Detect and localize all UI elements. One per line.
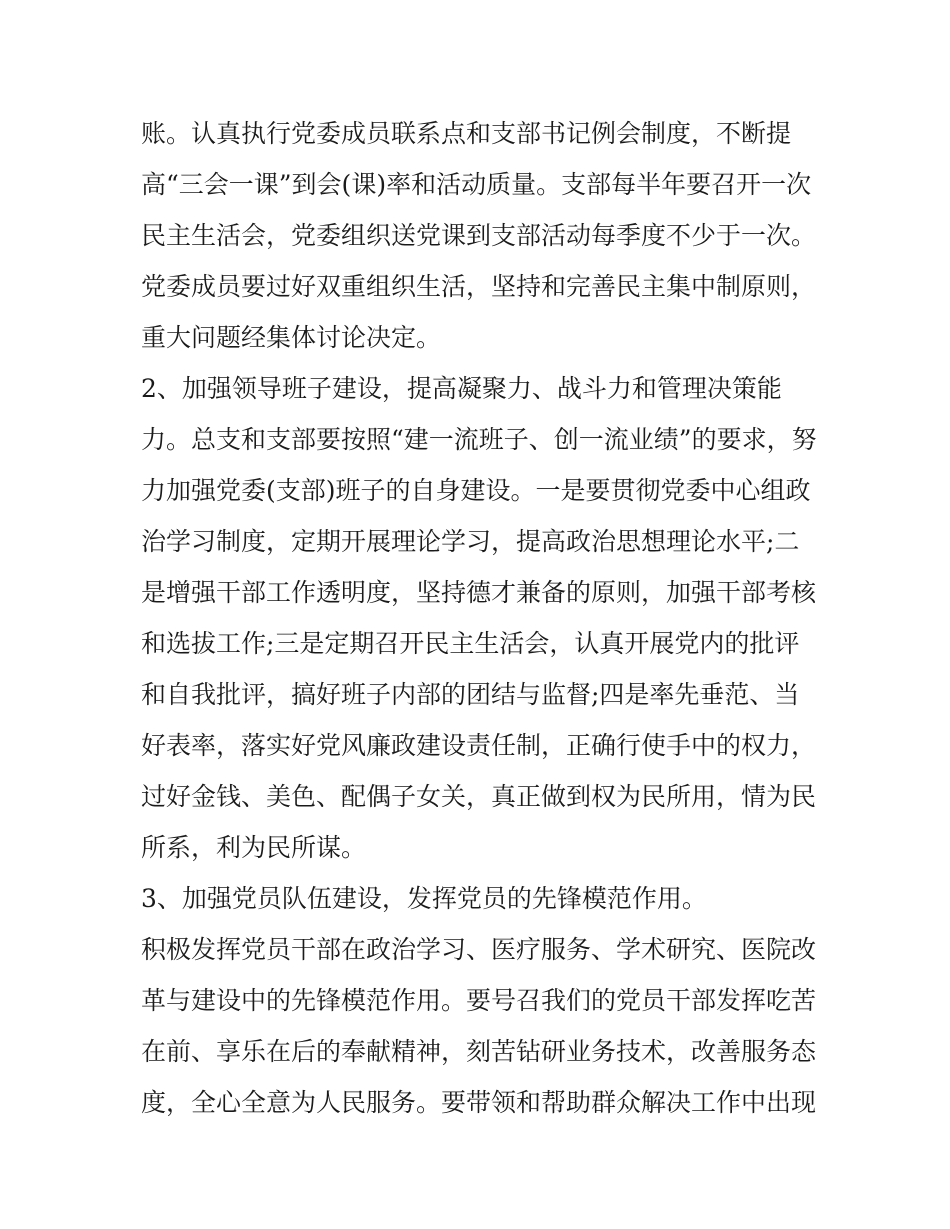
text-line: 过好金钱、美色、配偶子女关，真正做到权为民所用，情为民 [141,782,817,811]
text-line: 力。总支和支部要按照“建一流班子、创一流业绩”的要求，努 [141,425,817,454]
text-line: 重大问题经集体讨论决定。 [141,323,442,352]
text-line: 高“三会一课”到会(课)率和活动质量。支部每半年要召开一次 [141,170,812,199]
text-line: 积极发挥党员干部在政治学习、医疗服务、学术研究、医院改 [141,935,817,964]
document-body [141,108,821,1128]
text-line: 好表率，落实好党风廉政建设责任制，正确行使手中的权力， [141,731,817,760]
section-heading-3: 3、加强党员队伍建设，发挥党员的先锋模范作用。 [141,884,707,913]
text-line: 治学习制度，定期开展理论学习，提高政治思想理论水平;二 [141,527,800,556]
text-line: 所系，利为民所谋。 [141,833,367,862]
text-line: 账。认真执行党委成员联系点和支部书记例会制度，不断提 [141,119,792,148]
text-line: 党委成员要过好双重组织生活，坚持和完善民主集中制原则， [141,272,817,301]
text-line: 力加强党委(支部)班子的自身建设。一是要贯彻党委中心组政 [141,476,811,505]
text-line: 是增强干部工作透明度，坚持德才兼备的原则，加强干部考核 [141,578,817,607]
text-line: 革与建设中的先锋模范作用。要号召我们的党员干部发挥吃苦 [141,986,817,1015]
text-line: 度，全心全意为人民服务。要带领和帮助群众解决工作中出现 [141,1088,817,1117]
text-line: 民主生活会，党委组织送党课到支部活动每季度不少于一次。 [141,221,817,250]
text-line: 和自我批评，搞好班子内部的团结与监督;四是率先垂范、当 [141,680,800,709]
section-heading-2: 2、加强领导班子建设，提高凝聚力、战斗力和管理决策能 [141,374,782,403]
text-line: 在前、享乐在后的奉献精神，刻苦钻研业务技术，改善服务态 [141,1037,817,1066]
text-line: 和选拔工作;三是定期召开民主生活会，认真开展党内的批评 [141,629,800,658]
